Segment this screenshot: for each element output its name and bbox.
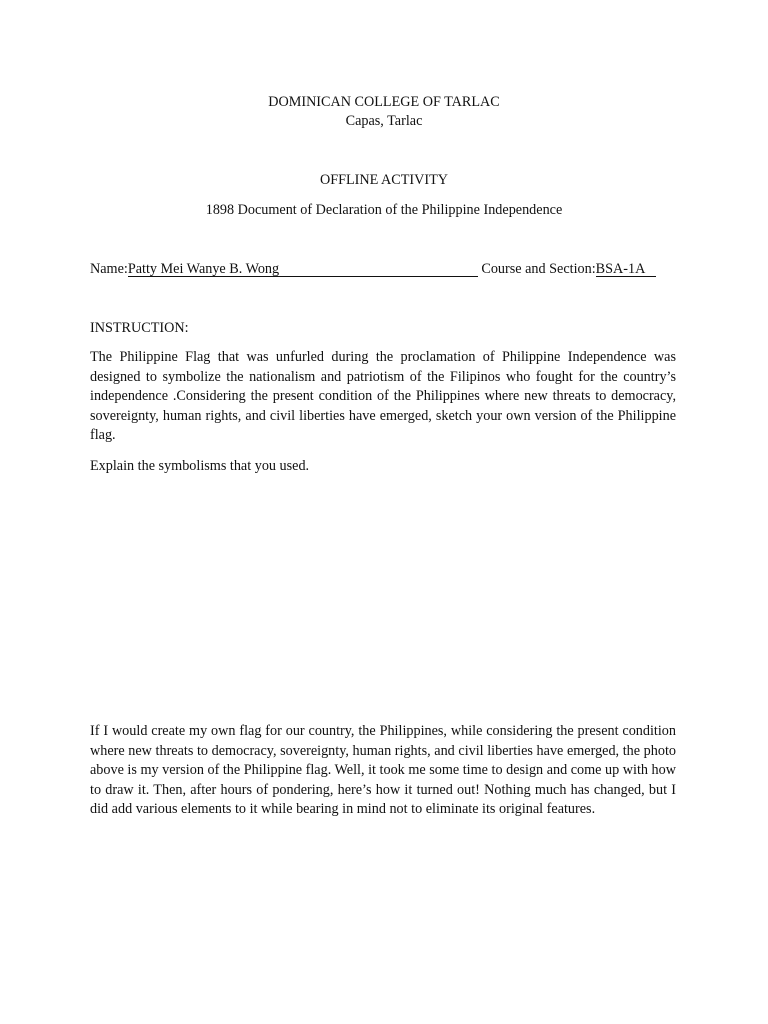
name-label: Name: (90, 261, 128, 277)
name-field: Patty Mei Wanye B. Wong (128, 262, 478, 277)
answer-paragraph: If I would create my own flag for our country, the Philippines, while considering the present condition where new threats to democracy, sovereignty, human rights, and civil liberties have emerged, the photo above is my version of the Philippine flag. Well, it took me some time to design and come up with how to draw it. Then, after hours of pondering, here’s how it turned out! Nothing much has changed, but I did add various elements to it while bearing in mind not to eliminate its original features. (90, 723, 676, 818)
instruction-heading: INSTRUCTION: (90, 320, 189, 336)
course-label: Course and Section: (481, 261, 596, 277)
instruction-paragraph: The Philippine Flag that was unfurled during the proclamation of Philippine Independence was designed to symbolize the nationalism and patriotism of the Filipinos who fought for the country’s independence .Considering the present condition of the Philippines where new threats to democracy, sovereignty, human rights, and civil liberties have emerged, sketch your own version of the Philippine flag. (90, 349, 676, 444)
student-info-line (90, 261, 656, 278)
institution-name: DOMINICAN COLLEGE OF TARLAC (268, 94, 500, 110)
activity-title: OFFLINE ACTIVITY (319, 172, 449, 188)
activity-subtitle: 1898 Document of Declaration of the Philippine Independence (205, 202, 563, 218)
course-field: BSA-1A (596, 262, 656, 277)
instruction-prompt: Explain the symbolisms that you used. (90, 458, 310, 474)
institution-location: Capas, Tarlac (345, 113, 423, 129)
